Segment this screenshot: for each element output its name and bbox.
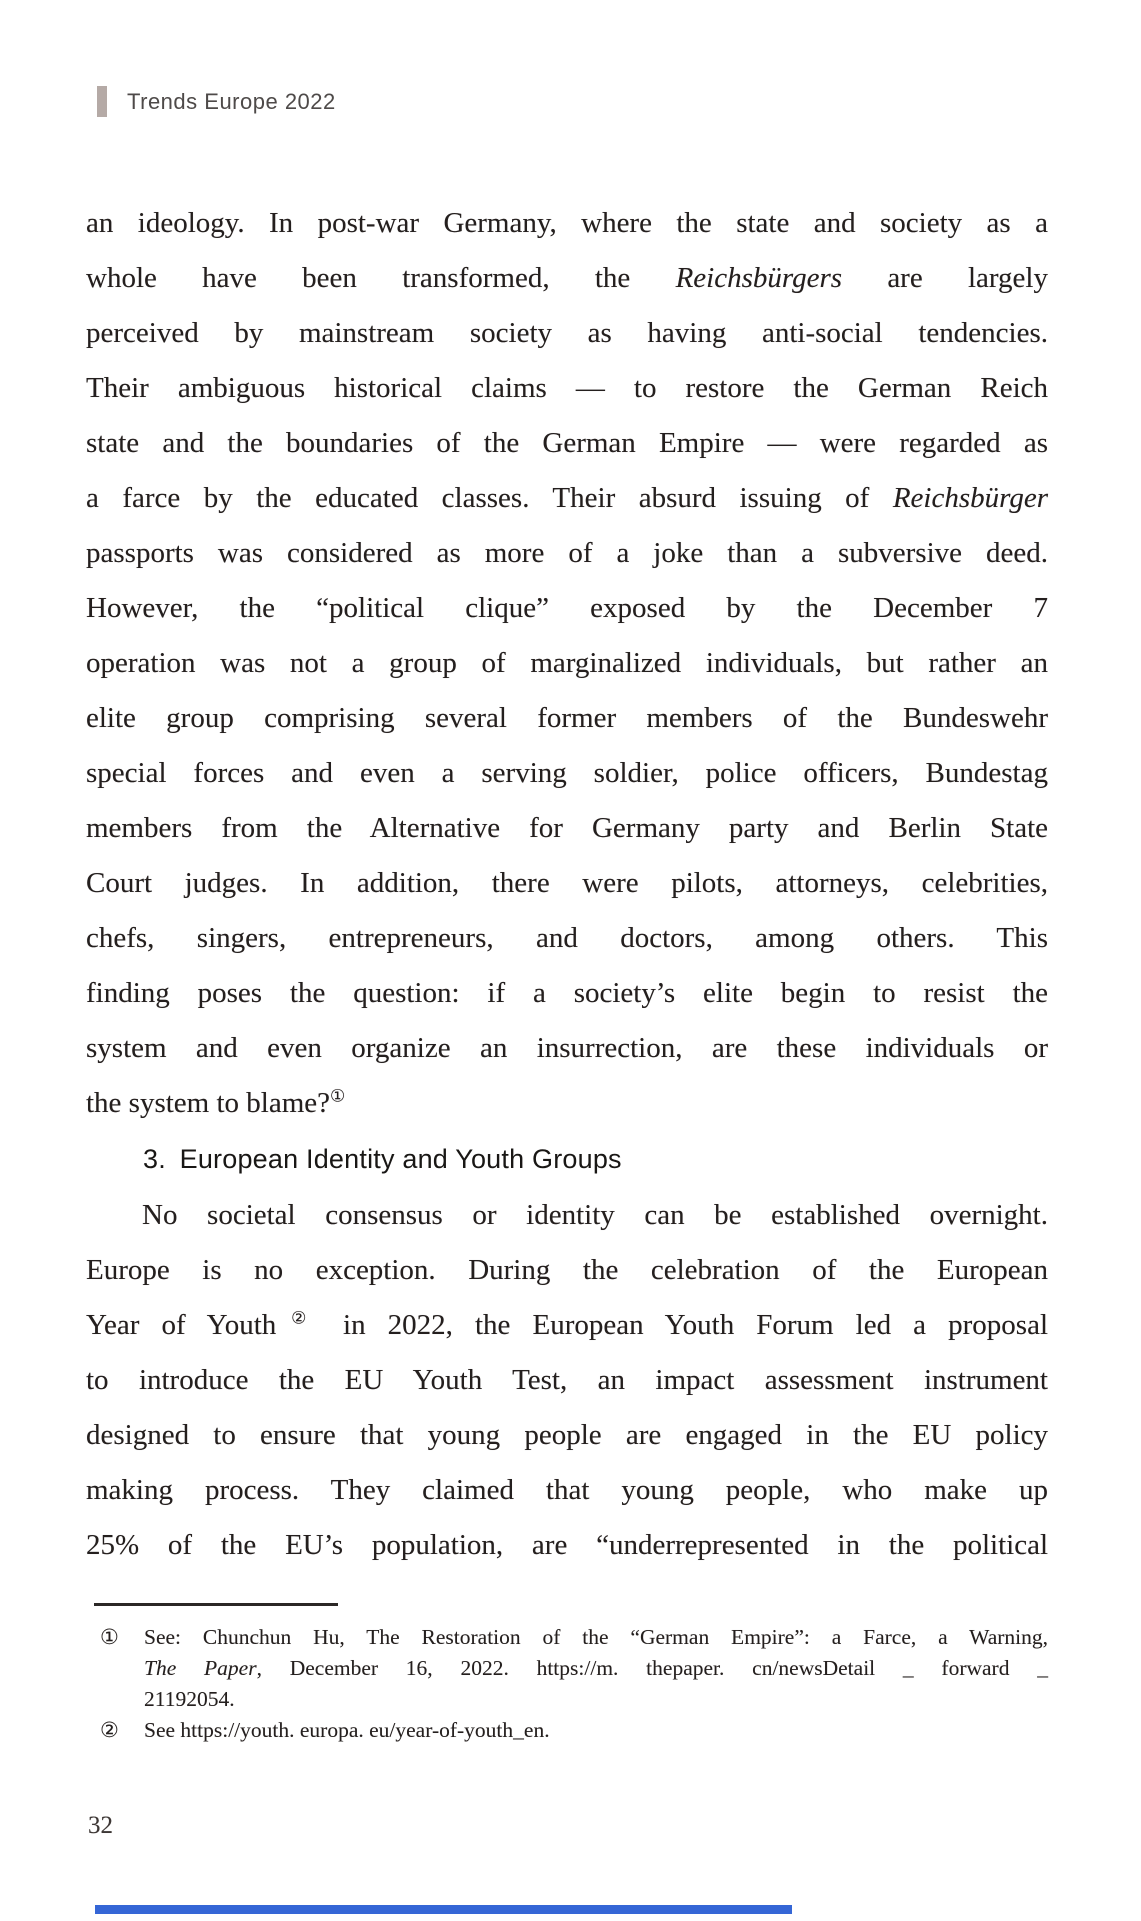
text-line: operation was not a group of marginalized individuals, but rather an: [86, 647, 1048, 679]
running-header: [97, 86, 336, 117]
page-body: [86, 196, 1048, 1746]
text-line: However, the “political clique” exposed by the December 7: [86, 592, 1048, 624]
footnote-line: See: Chunchun Hu, The Restoration of the “German Empire”: a Farce, a Warning,: [144, 1625, 1048, 1649]
text-line: whole have been transformed, the Reichsbürgers are largely: [86, 262, 1048, 294]
text-line: finding poses the question: if a society’s elite begin to resist the: [86, 977, 1048, 1009]
text-line: special forces and even a serving soldier, police officers, Bundestag: [86, 757, 1048, 789]
footnote-marker: ①: [100, 1625, 119, 1649]
text-line: Court judges. In addition, there were pilots, attorneys, celebrities,: [86, 867, 1048, 899]
text-line: members from the Alternative for Germany party and Berlin State: [86, 812, 1048, 844]
section-heading: 3. European Identity and Youth Groups: [143, 1144, 622, 1174]
footnote-text: [144, 1622, 1048, 1715]
text-line: perceived by mainstream society as having anti-social tendencies.: [86, 317, 1048, 349]
footnote-text: [144, 1715, 1048, 1746]
paragraph-reichsbuergers: [86, 196, 1048, 1131]
text-line: an ideology. In post-war Germany, where the state and society as a: [86, 207, 1048, 239]
text-line: the system to blame?①: [86, 1086, 346, 1119]
text-line: designed to ensure that young people are engaged in the EU policy: [86, 1419, 1048, 1451]
text-line: Their ambiguous historical claims — to restore the German Reich: [86, 372, 1048, 404]
text-line: making process. They claimed that young people, who make up: [86, 1474, 1048, 1506]
footnote: [86, 1622, 1048, 1715]
footnote-line: See https://youth. europa. eu/year-of-youth_en.: [144, 1718, 550, 1742]
text-line: Year of Youth② in 2022, the European Youth Forum led a proposal: [86, 1308, 1048, 1341]
text-line: Europe is no exception. During the celebration of the European: [86, 1254, 1048, 1286]
text-line: No societal consensus or identity can be established overnight.: [142, 1199, 1048, 1231]
text-line: chefs, singers, entrepreneurs, and doctors, among others. This: [86, 922, 1048, 954]
paragraph-youth-groups: [86, 1188, 1048, 1573]
text-line: 25% of the EU’s population, are “underrepresented in the political: [86, 1529, 1048, 1561]
footnotes: [86, 1622, 1048, 1746]
header-title: Trends Europe 2022: [127, 88, 336, 114]
footnote-separator: [94, 1603, 338, 1606]
header-accent-bar: [97, 86, 107, 117]
bottom-accent-bar: [95, 1905, 792, 1914]
page-number: 32: [88, 1812, 113, 1839]
footnote: [86, 1715, 1048, 1746]
footnote-marker: ②: [100, 1718, 119, 1742]
text-line: to introduce the EU Youth Test, an impact assessment instrument: [86, 1364, 1048, 1396]
footnote-line: 21192054.: [144, 1687, 235, 1711]
text-line: elite group comprising several former members of the Bundeswehr: [86, 702, 1048, 734]
footnote-line: The Paper, December 16, 2022. https://m. thepaper. cn/newsDetail _ forward _: [144, 1656, 1048, 1680]
text-line: passports was considered as more of a joke than a subversive deed.: [86, 537, 1048, 569]
text-line: system and even organize an insurrection, are these individuals or: [86, 1032, 1048, 1064]
text-line: state and the boundaries of the German Empire — were regarded as: [86, 427, 1048, 459]
text-line: a farce by the educated classes. Their absurd issuing of Reichsbürger: [86, 482, 1048, 514]
